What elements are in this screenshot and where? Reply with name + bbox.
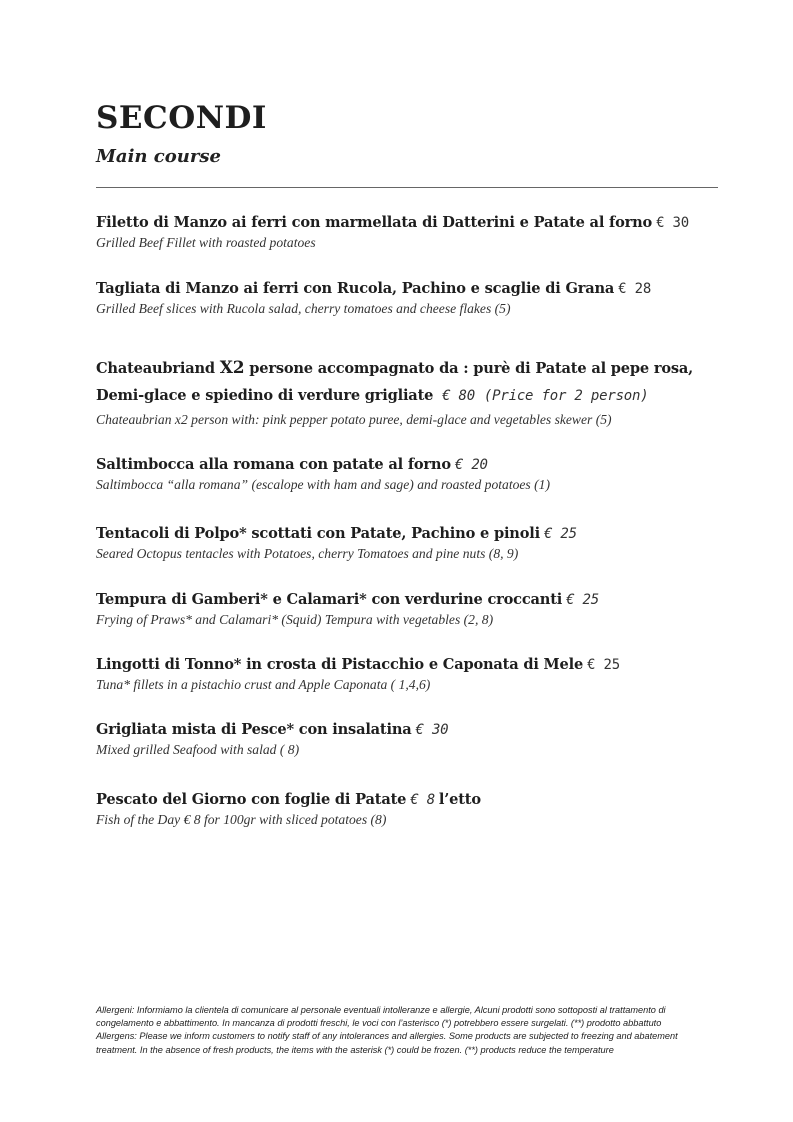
x2-label: X2 xyxy=(219,358,245,378)
menu-item xyxy=(96,456,718,493)
dish-name: Saltimbocca alla romana con patate al forno € 20 xyxy=(96,456,488,473)
dish-description: Frying of Praws* and Calamari* (Squid) Tempura with vegetables (2, 8) xyxy=(96,612,494,627)
dish-description: Chateaubrian x2 person with: pink pepper potato puree, demi-glace and vegetables skewer (5) xyxy=(96,412,612,427)
dish-description: Seared Octopus tentacles with Potatoes, cherry Tomatoes and pine nuts (8, 9) xyxy=(96,546,519,561)
dish-description: Saltimbocca “alla romana” (escalope with ham and sage) and roasted potatoes (1) xyxy=(96,477,550,492)
dish-price: € 30 xyxy=(656,215,690,231)
dish-price: € 30 xyxy=(415,722,449,738)
price-note: (Price for 2 person) xyxy=(483,388,649,404)
allergen-notice-english: Allergens: Please we inform customers to notify staff of any intolerances and allergies. Some products are subjected to freezing and abatement treatment. In the absence of fresh products, the items with the asterisk (*) could be frozen. (**) products reduce the temperature xyxy=(96,1031,678,1055)
allergen-notice xyxy=(96,1004,718,1057)
dish-name: Grigliata mista di Pesce* con insalatina € 30 xyxy=(96,721,449,738)
menu-item xyxy=(96,280,718,317)
dish-price: € 20 xyxy=(454,457,488,473)
page-title: SECONDI xyxy=(96,100,267,136)
dish-name: Pescato del Giorno con foglie di Patate € 8 l’etto xyxy=(96,791,481,808)
dish-price: € 8 xyxy=(410,792,435,808)
menu-item xyxy=(96,525,718,562)
dish-price: € 80 xyxy=(442,388,476,404)
menu-item xyxy=(96,591,718,628)
dish-description: Tuna* fillets in a pistachio crust and Apple Caponata ( 1,4,6) xyxy=(96,677,431,692)
menu-item xyxy=(96,721,718,758)
dish-description: Grilled Beef slices with Rucola salad, cherry tomatoes and cheese flakes (5) xyxy=(96,301,511,316)
price-unit: l’etto xyxy=(438,791,481,808)
dish-name: Tentacoli di Polpo* scottati con Patate, Pachino e pinoli € 25 xyxy=(96,525,577,542)
dish-price: € 25 xyxy=(566,592,599,608)
menu-item xyxy=(96,355,718,428)
menu-item xyxy=(96,791,718,828)
allergen-notice-italian: Allergeni: Informiamo la clientela di comunicare al personale eventuali intolleranze e allergie, Alcuni prodotti sono sottoposti al trattamento di congelamento e abbattimento. In mancanza di prodotti freschi, le voci con l’asterisco (*) potrebbero essere surgelati. (**) prodotto abbattuto xyxy=(96,1005,666,1029)
menu-item xyxy=(96,656,718,693)
dish-price: € 28 xyxy=(618,281,652,297)
dish-name: Tagliata di Manzo ai ferri con Rucola, Pachino e scaglie di Grana € 28 xyxy=(96,280,652,297)
dish-name: Tempura di Gamberi* e Calamari* con verdurine croccanti € 25 xyxy=(96,591,599,608)
menu-item xyxy=(96,214,718,251)
dish-name: Chateaubriand X2 persone accompagnato da : purè di Patate al pepe rosa, Demi-glace e spiedino di verdure grigliate € 80 (Price for 2 person) xyxy=(96,358,694,404)
page-subtitle: Main course xyxy=(96,146,221,167)
dish-name: Filetto di Manzo ai ferri con marmellata di Datterini e Patate al forno € 30 xyxy=(96,214,690,231)
dish-name: Lingotti di Tonno* in crosta di Pistacchio e Caponata di Mele € 25 xyxy=(96,656,620,673)
dish-price: € 25 xyxy=(543,526,577,542)
divider xyxy=(96,187,718,188)
dish-description: Fish of the Day € 8 for 100gr with sliced potatoes (8) xyxy=(96,812,387,827)
dish-price: € 25 xyxy=(587,657,620,673)
dish-description: Mixed grilled Seafood with salad ( 8) xyxy=(96,742,300,757)
dish-description: Grilled Beef Fillet with roasted potatoes xyxy=(96,235,316,250)
